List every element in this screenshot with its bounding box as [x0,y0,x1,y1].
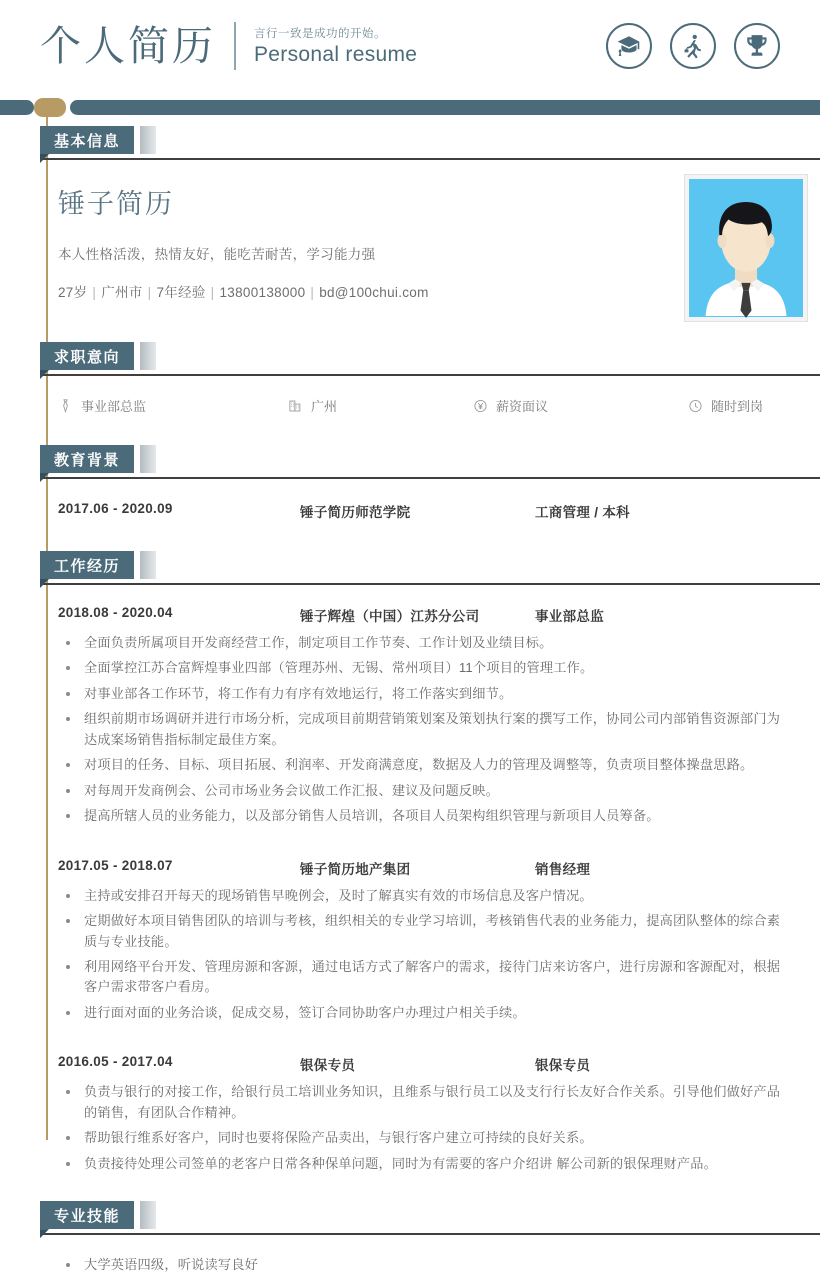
job-bullet: 利用网络平台开发、管理房源和客源，通过电话方式了解客户的需求，接待门店来访客户，进行房源和客源配对，根据客户需求带客户看房。 [60,957,790,998]
job-bullet: 主持或安排召开每天的现场销售早晚例会，及时了解真实有效的市场信息及客户情况。 [60,886,790,906]
title-divider [234,22,236,70]
job-bullet: 进行面对面的业务洽谈，促成交易，签订合同协助客户办理过户相关手续。 [60,1003,790,1023]
section-skills [0,1197,820,1275]
section-rule [40,477,820,479]
job-date: 2017.05 - 2018.07 [58,857,173,873]
section-body-skills [40,1241,820,1275]
job-header-row [58,591,790,633]
section-work-experience [0,547,820,1197]
section-body-intention [40,382,820,441]
title-block [40,22,417,70]
basic-info-block [58,166,790,338]
intention-salary-text: 薪资面议 [496,399,549,414]
section-body-basic [40,166,820,338]
job-bullet-list [58,886,790,1024]
building-icon [288,398,303,414]
skills-bullet: 大学英语四级，听说读写良好 [60,1255,790,1275]
education-school: 锤子简历师范学院 [300,505,411,520]
meta-separator: | [147,285,152,300]
section-education [0,441,820,547]
page-title: 个人简历 [40,22,216,69]
section-tab-piece [140,126,156,154]
job-role: 销售经理 [535,861,591,877]
section-tab-piece [140,1201,156,1229]
section-job-intention [0,338,820,441]
meta-separator: | [92,285,97,300]
job-bullet: 全面掌控江苏合富辉煌事业四部（管理苏州、无锡、常州项目）11个项目的管理工作。 [60,658,790,678]
section-header-education [40,441,820,485]
job-bullet: 负责与银行的对接工作，给银行员工培训业务知识，且维系与银行员工以及支行行长友好合作关系。引导他们做好产品的销售，有团队合作精神。 [60,1082,790,1123]
job-bullet: 帮助银行维系好客户，同时也要将保险产品卖出，与银行客户建立可持续的良好关系。 [60,1128,790,1148]
intention-city-text: 广州 [311,399,338,414]
person-meta [58,281,790,301]
section-tab-education: 教育背景 [40,445,134,473]
section-tab-basic: 基本信息 [40,126,134,154]
job-header-row [58,844,790,886]
job-bullet: 对事业部各工作环节，将工作有力有序有效地运行，将工作落实到细节。 [60,684,790,704]
divider-bar-main [70,100,820,115]
intention-availability [688,396,763,415]
slogan-text: 言行一致是成功的开始。 [254,28,386,40]
job-company: 锤子简历地产集团 [300,861,411,877]
meta-phone: 13800138000 [219,285,306,300]
job-header-row [58,1040,790,1082]
section-rule [40,158,820,160]
job-entry [58,1040,790,1197]
education-row [58,485,790,547]
section-body-work [40,591,820,1197]
page-subtitle: Personal resume [254,43,418,66]
meta-experience: 7年经验 [156,285,206,300]
job-entry [58,591,790,844]
clock-icon [688,398,703,414]
job-company: 银保专员 [300,1058,356,1074]
intention-position-text: 事业部总监 [81,399,147,414]
job-role: 事业部总监 [535,609,604,624]
job-bullet: 全面负责所属项目开发商经营工作，制定项目工作节奏、工作计划及业绩目标。 [60,633,790,653]
job-bullet: 对项目的任务、目标、项目拓展、利润率、开发商满意度，数据及人力的管理及调整等，负责项目整体操盘思路。 [60,755,790,775]
businessman-walking-icon [670,23,716,69]
job-bullet-list [58,1082,790,1174]
job-bullet: 提高所辖人员的业务能力，以及部分销售人员培训，各项目人员架构组织管理与新项目人员筹备。 [60,806,790,826]
section-rule [40,583,820,585]
divider-pill-left [0,100,34,115]
job-entry [58,844,790,1041]
education-date: 2017.06 - 2020.09 [58,501,173,516]
page-header [0,0,820,92]
avatar-image [689,179,803,317]
trophy-icon [734,23,780,69]
job-bullet-list [58,633,790,827]
section-tab-intention: 求职意向 [40,342,134,370]
meta-separator: | [310,285,315,300]
divider-pill-gold [34,98,66,117]
section-tab-piece [140,342,156,370]
section-tab-piece [140,445,156,473]
section-header-work [40,547,820,591]
necktie-icon [58,398,73,414]
job-role: 银保专员 [535,1058,591,1074]
meta-city: 广州市 [101,285,143,300]
section-tab-work: 工作经历 [40,551,134,579]
meta-age: 27岁 [58,285,88,300]
section-header-skills [40,1197,820,1241]
graduation-cap-icon [606,23,652,69]
section-rule [40,1233,820,1235]
job-bullet: 定期做好本项目销售团队的培训与考核，组织相关的专业学习培训，考核销售代表的业务能力，提高团队整体的综合素质与专业技能。 [60,911,790,952]
intention-row [58,382,790,441]
section-tab-skills: 专业技能 [40,1201,134,1229]
section-header-intention [40,338,820,382]
meta-separator: | [210,285,215,300]
person-name: 锤子简历 [58,189,174,219]
section-rule [40,374,820,376]
job-bullet: 负责接待处理公司签单的老客户日常各种保单问题，同时为有需要的客户介绍讲 解公司新的银保理财产品。 [60,1154,790,1174]
education-major: 工商管理 / 本科 [535,505,630,520]
section-tab-piece [140,551,156,579]
job-bullet: 组织前期市场调研并进行市场分析，完成项目前期营销策划案及策划执行案的撰写工作，协同公司内部销售资源部门为达成案场销售指标制定最佳方案。 [60,709,790,750]
header-icon-group [606,23,780,69]
job-bullet: 对每周开发商例会、公司市场业务会议做工作汇报、建议及问题反映。 [60,781,790,801]
intention-availability-text: 随时到岗 [711,399,764,414]
intention-position [58,396,288,415]
person-description: 本人性格活泼，热情友好，能吃苦耐苦，学习能力强 [58,247,376,262]
meta-email: bd@100chui.com [319,285,429,300]
yen-circle-icon [473,398,488,414]
section-body-education [40,485,820,547]
intention-city [288,396,473,415]
skills-bullet-list [58,1255,790,1275]
section-basic-info [0,122,820,338]
subtitle-block [254,25,417,67]
job-date: 2018.08 - 2020.04 [58,605,173,620]
intention-salary [473,396,688,415]
section-header-basic [40,122,820,166]
avatar [684,174,808,322]
job-date: 2016.05 - 2017.04 [58,1054,173,1070]
header-divider-bar [0,92,820,122]
job-company: 锤子辉煌（中国）江苏分公司 [300,609,480,624]
